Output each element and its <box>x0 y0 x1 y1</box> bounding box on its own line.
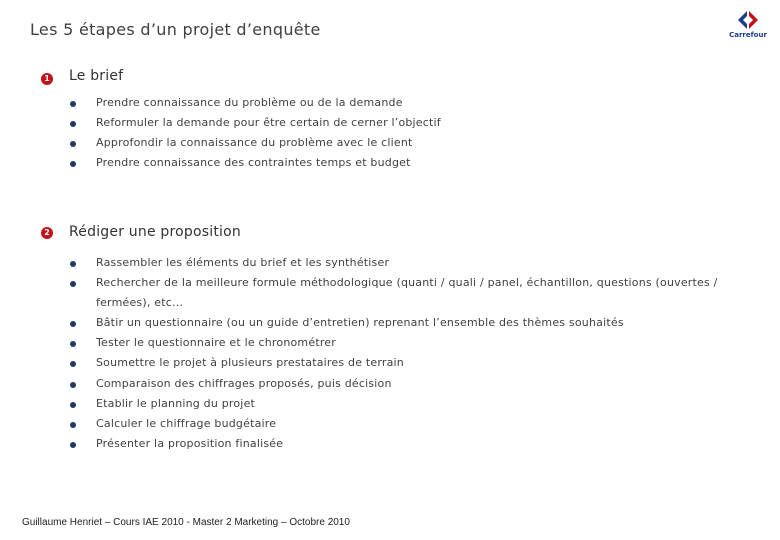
carrefour-logo-icon <box>734 10 762 30</box>
carrefour-logo <box>726 10 770 42</box>
bullet-icon <box>70 382 76 388</box>
bullet-icon <box>70 261 76 267</box>
bullet-icon <box>70 442 76 448</box>
section-2-number: 2 <box>41 227 53 239</box>
bullet-icon <box>70 422 76 428</box>
footer-credits: Guillaume Henriet – Cours IAE 2010 - Master 2 Marketing – Octobre 2010 <box>22 517 350 528</box>
list-item: Comparaison des chiffrages proposés, puis décision <box>96 377 392 390</box>
section-1-number: 1 <box>41 73 53 85</box>
bullet-icon <box>70 161 76 167</box>
list-item: Présenter la proposition finalisée <box>96 437 284 450</box>
list-item: Reformuler la demande pour être certain de cerner l’objectif <box>96 116 441 129</box>
list-item: Rassembler les éléments du brief et les synthétiser <box>96 256 390 269</box>
list-item: Bâtir un questionnaire (ou un guide d’entretien) reprenant l’ensemble des thèmes souhaités <box>96 316 624 329</box>
page-title: Les 5 étapes d’un projet d’enquête <box>30 20 321 39</box>
list-item: Etablir le planning du projet <box>96 397 256 410</box>
bullet-icon <box>70 121 76 127</box>
list-item: Soumettre le projet à plusieurs prestataires de terrain <box>96 356 404 369</box>
bullet-icon <box>70 101 76 107</box>
bullet-icon <box>70 281 76 287</box>
bullet-icon <box>70 321 76 327</box>
bullet-icon <box>70 141 76 147</box>
list-item: Approfondir la connaissance du problème avec le client <box>96 136 413 149</box>
logo-text: Carrefour <box>729 31 767 39</box>
list-item: Prendre connaissance du problème ou de la demande <box>96 96 403 109</box>
bullet-icon <box>70 402 76 408</box>
bullet-icon <box>70 341 76 347</box>
section-1-title: Le brief <box>69 68 124 84</box>
section-2-title: Rédiger une proposition <box>69 224 241 240</box>
list-item: Tester le questionnaire et le chronométrer <box>96 336 337 349</box>
list-item: Prendre connaissance des contraintes temps et budget <box>96 156 411 169</box>
list-item: Rechercher de la meilleure formule méthodologique (quanti / quali / panel, échantillon, questions (ouvertes / fermées), etc… <box>96 276 718 309</box>
bullet-icon <box>70 361 76 367</box>
list-item: Calculer le chiffrage budgétaire <box>96 417 277 430</box>
